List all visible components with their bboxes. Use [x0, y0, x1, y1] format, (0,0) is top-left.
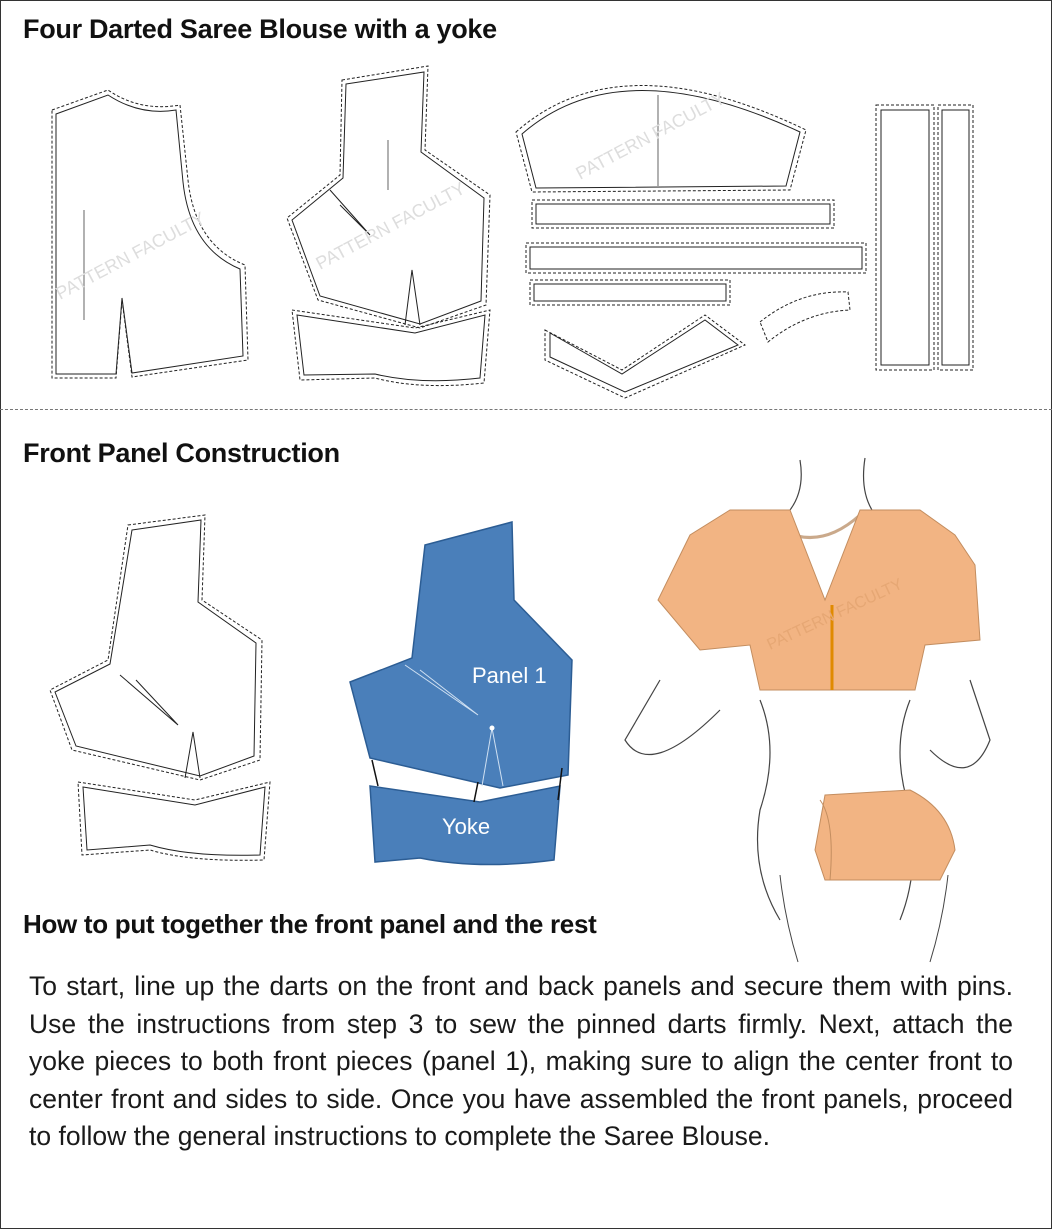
instructions-paragraph: To start, line up the darts on the front and back panels and secure them with pins. Use the instructions from step 3 to sew the pinned darts firmly. Next, attach the yoke pieces to both front pieces (panel 1), making sure to align the center front to center front and sides to side. Once you have assembled the front panels, proceed to follow the general instructions to complete the Saree Blouse. — [29, 971, 1013, 1152]
tall-strips — [876, 105, 973, 370]
section-title: Front Panel Construction — [23, 438, 340, 468]
watermark-text: PATTERN FACULTY — [764, 575, 906, 654]
main-title: Four Darted Saree Blouse with a yoke — [23, 14, 497, 44]
yoke-piece — [370, 786, 560, 865]
section-divider — [0, 409, 1052, 410]
blouse-illustration — [610, 450, 1020, 965]
construction-diagram — [0, 510, 600, 870]
front-panel-pattern-small — [50, 515, 262, 780]
watermark-text: PATTERN FACULTY — [572, 87, 729, 184]
yoke-pattern — [292, 310, 490, 386]
panel-1-label: Panel 1 — [472, 663, 547, 688]
yoke-label: Yoke — [442, 814, 491, 839]
watermark-text: PATTERN FACULTY — [312, 177, 469, 274]
pattern-pieces-illustration — [0, 60, 1052, 410]
yoke-pattern-small — [78, 782, 270, 860]
watermark-text: PATTERN FACULTY — [52, 207, 209, 304]
panel-1-piece — [350, 522, 572, 788]
facing-strips — [526, 200, 866, 398]
blouse-back — [780, 790, 955, 962]
subsection-title: How to put together the front panel and the rest — [23, 909, 597, 939]
